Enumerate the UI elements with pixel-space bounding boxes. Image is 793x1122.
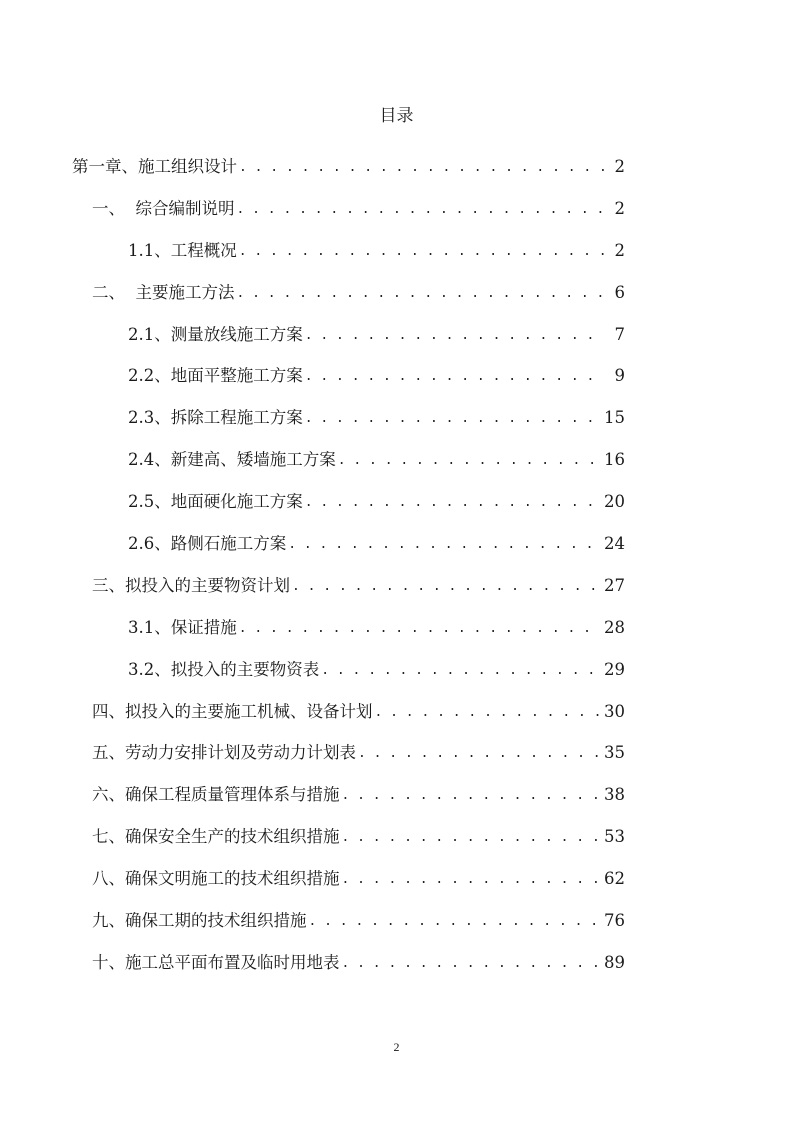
- toc-entry-label: 六、确保工程质量管理体系与措施: [92, 783, 342, 807]
- dot-leader: [305, 323, 604, 347]
- toc-entry-page: 20: [604, 492, 625, 512]
- toc-entry-page: 30: [604, 701, 625, 721]
- dot-leader: [375, 700, 602, 724]
- toc-entry-label: 2.2、地面平整施工方案: [128, 364, 305, 388]
- toc-entry-label: 十、施工总平面布置及临时用地表: [92, 951, 342, 975]
- dot-leader: [305, 364, 604, 388]
- toc-entry[interactable]: [92, 858, 625, 900]
- dot-leader: [239, 155, 604, 179]
- toc-entry-page: 6: [614, 282, 625, 302]
- dot-leader: [237, 281, 605, 305]
- dot-leader: [239, 616, 601, 640]
- table-of-contents: [0, 146, 793, 984]
- dot-leader: [309, 909, 602, 933]
- toc-entry[interactable]: [92, 816, 625, 858]
- toc-entry-page: 27: [604, 575, 625, 595]
- toc-entry-label: 七、确保安全生产的技术组织措施: [92, 825, 342, 849]
- dot-leader: [288, 532, 601, 556]
- dot-leader: [305, 406, 601, 430]
- toc-entry-page: 76: [604, 910, 625, 930]
- toc-entry[interactable]: [92, 188, 625, 230]
- toc-entry-page: 15: [604, 408, 625, 428]
- toc-title: 目录: [379, 106, 414, 126]
- toc-entry-page: 2: [614, 156, 625, 176]
- toc-entry[interactable]: [128, 439, 625, 481]
- dot-leader: [321, 658, 601, 682]
- toc-entry-label: 3.2、拟投入的主要物资表: [128, 658, 321, 682]
- toc-entry-label: 1.1、工程概况: [128, 239, 239, 263]
- toc-entry[interactable]: [128, 481, 625, 523]
- dot-leader: [237, 197, 605, 221]
- toc-entry-label: 3.1、保证措施: [128, 616, 239, 640]
- toc-entry[interactable]: [92, 732, 625, 774]
- toc-entry-label: 2.4、新建高、矮墙施工方案: [128, 448, 338, 472]
- toc-entry-label: 四、拟投入的主要施工机械、设备计划: [92, 700, 375, 724]
- dot-leader: [342, 867, 602, 891]
- toc-entry-page: 89: [604, 952, 625, 972]
- toc-entry-label: 第一章、施工组织设计: [72, 155, 239, 179]
- toc-entry[interactable]: [128, 523, 625, 565]
- toc-entry-label: 2.3、拆除工程施工方案: [128, 406, 305, 430]
- toc-entry[interactable]: [128, 314, 625, 356]
- toc-entry-page: 16: [604, 450, 625, 470]
- dot-leader: [342, 951, 602, 975]
- page-number-footer: 2: [393, 1040, 400, 1054]
- toc-entry-page: 2: [614, 198, 625, 218]
- dot-leader: [292, 574, 601, 598]
- toc-entry[interactable]: [92, 774, 625, 816]
- toc-entry[interactable]: [92, 565, 625, 607]
- toc-entry[interactable]: [92, 691, 625, 733]
- toc-entry[interactable]: [128, 397, 625, 439]
- toc-entry[interactable]: [92, 272, 625, 314]
- toc-entry-page: 53: [604, 827, 625, 847]
- toc-entry[interactable]: [128, 355, 625, 397]
- dot-leader: [358, 741, 601, 765]
- dot-leader: [305, 490, 601, 514]
- dot-leader: [239, 239, 604, 263]
- toc-entry[interactable]: [72, 146, 625, 188]
- toc-entry-page: 35: [604, 743, 625, 763]
- dot-leader: [342, 783, 602, 807]
- dot-leader: [342, 825, 602, 849]
- toc-entry-page: 9: [614, 366, 625, 386]
- toc-entry-label: 一、 综合编制说明: [92, 197, 237, 221]
- toc-entry-label: 2.1、测量放线施工方案: [128, 323, 305, 347]
- toc-entry-page: 28: [604, 617, 625, 637]
- toc-entry-page: 29: [604, 659, 625, 679]
- dot-leader: [338, 448, 601, 472]
- toc-entry-label: 二、 主要施工方法: [92, 281, 237, 305]
- toc-entry-label: 2.5、地面硬化施工方案: [128, 490, 305, 514]
- toc-entry[interactable]: [128, 607, 625, 649]
- toc-entry-label: 九、确保工期的技术组织措施: [92, 909, 309, 933]
- toc-entry-label: 三、拟投入的主要物资计划: [92, 574, 292, 598]
- toc-entry-label: 五、劳动力安排计划及劳动力计划表: [92, 741, 358, 765]
- toc-entry-label: 八、确保文明施工的技术组织措施: [92, 867, 342, 891]
- toc-entry-page: 24: [604, 533, 625, 553]
- toc-entry-page: 38: [604, 785, 625, 805]
- toc-entry[interactable]: [92, 942, 625, 984]
- toc-entry-page: 2: [614, 240, 625, 260]
- toc-entry-page: 7: [614, 324, 625, 344]
- toc-entry[interactable]: [92, 900, 625, 942]
- toc-entry[interactable]: [128, 230, 625, 272]
- toc-entry-label: 2.6、路侧石施工方案: [128, 532, 288, 556]
- toc-entry-page: 62: [604, 869, 625, 889]
- toc-entry[interactable]: [128, 649, 625, 691]
